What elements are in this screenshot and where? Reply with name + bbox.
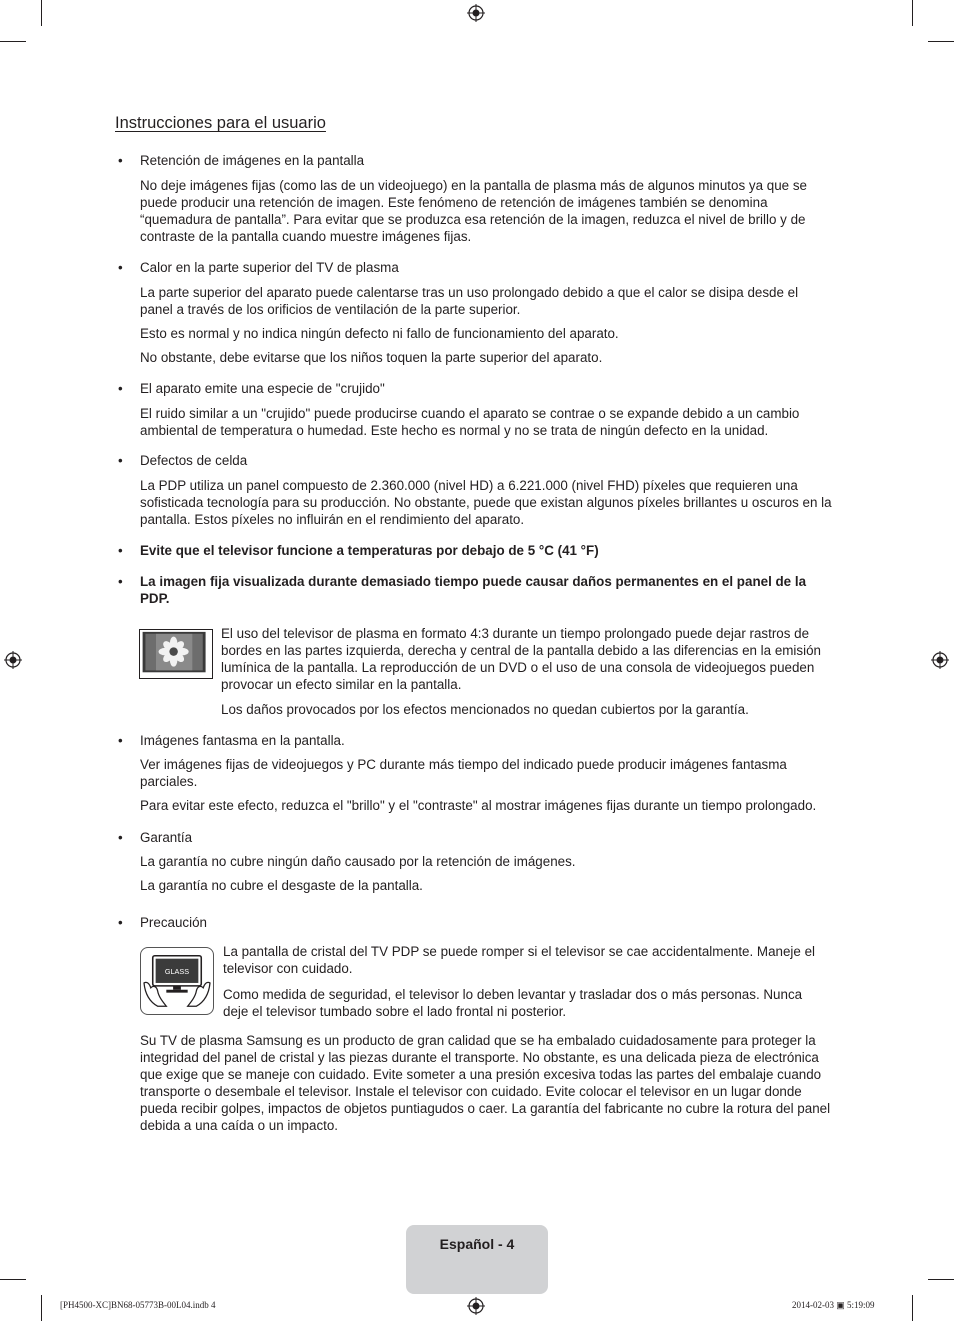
item-heading: Calor en la parte superior del TV de plasma bbox=[140, 260, 399, 275]
item-paragraph: La garantía no cubre el desgaste de la pantalla. bbox=[140, 878, 423, 893]
print-date-info: 2014-02-03 ▣ 5:19:09 bbox=[792, 1300, 875, 1310]
item-paragraph: Ver imágenes fijas de videojuegos y PC durante más tiempo del indicado puede producir imágenes fantasma parciales. bbox=[140, 757, 787, 789]
bullet: • bbox=[118, 574, 123, 589]
bullet: • bbox=[118, 915, 123, 930]
bullet: • bbox=[118, 453, 123, 468]
item-heading: Garantía bbox=[140, 830, 193, 845]
item-paragraph: La pantalla de cristal del TV PDP se puede romper si el televisor se cae accidentalmente. Maneje el televisor con cuidado. bbox=[223, 944, 815, 976]
page-number: Español - 4 bbox=[439, 1236, 515, 1252]
item-heading: La imagen fija visualizada durante demasiado tiempo puede causar daños permanentes en el panel de la PDP. bbox=[140, 574, 807, 606]
registration-mark-icon bbox=[467, 1297, 485, 1315]
glass-label: GLASS bbox=[164, 967, 190, 977]
registration-mark-icon bbox=[931, 651, 949, 669]
bullet: • bbox=[118, 260, 123, 275]
print-file-info: [PH4500-XC]BN68-05773B-00L04.indb 4 bbox=[60, 1300, 216, 1310]
item-heading: Evite que el televisor funcione a temperaturas por debajo de 5 °C (41 °F) bbox=[140, 543, 599, 558]
registration-mark-icon bbox=[4, 651, 22, 669]
item-paragraph: La parte superior del aparato puede calentarse tras un uso prolongado debido a que el calor se disipa desde el panel a través de los orificios de ventilación de la parte superior. bbox=[140, 285, 799, 317]
item-heading: Precaución bbox=[140, 915, 207, 930]
registration-mark-icon bbox=[467, 4, 485, 22]
item-paragraph: La PDP utiliza un panel compuesto de 2.360.000 (nivel HD) a 6.221.000 (nivel FHD) píxeles que requieren una sofisticada tecnología para su producción. No obstante, puede que existan algunos píxeles brillantes u oscuros en la pantalla. Estos píxeles no influirán en el rendimiento del aparato. bbox=[140, 478, 832, 527]
item-paragraph: El uso del televisor de plasma en formato 4:3 durante un tiempo prolongado puede dejar rastros de bordes en las partes izquierda, derecha y central de la pantalla debido a las diferencias en la emisión lumínica de la pantalla. La reproducción de un DVD o el uso de una consola de videojuegos pueden provocar un efecto similar en la pantalla. bbox=[221, 626, 821, 692]
crop-mark bbox=[0, 41, 26, 42]
item-paragraph: El ruido similar a un "crujido" puede producirse cuando el aparato se contrae o se expande debido a un cambio ambiental de temperatura o humedad. Este hecho es normal y no se trata de ningún defecto en la unidad. bbox=[140, 406, 800, 438]
crop-mark bbox=[928, 41, 954, 42]
bullet: • bbox=[118, 733, 123, 748]
item-heading: Defectos de celda bbox=[140, 453, 248, 468]
item-heading: El aparato emite una especie de "crujido" bbox=[140, 381, 385, 396]
bullet: • bbox=[118, 543, 123, 558]
crop-mark bbox=[912, 0, 913, 26]
item-paragraph: No obstante, debe evitarse que los niños toquen la parte superior del aparato. bbox=[140, 350, 603, 365]
crop-mark bbox=[928, 1279, 954, 1280]
bullet: • bbox=[118, 153, 123, 168]
bullet: • bbox=[118, 381, 123, 396]
item-heading: Imágenes fantasma en la pantalla. bbox=[140, 733, 345, 748]
crop-mark bbox=[912, 1295, 913, 1321]
crop-mark bbox=[41, 1295, 42, 1321]
bullet: • bbox=[118, 830, 123, 845]
crop-mark bbox=[0, 1279, 26, 1280]
tv-screen-flower-icon bbox=[139, 629, 213, 679]
item-heading: Retención de imágenes en la pantalla bbox=[140, 153, 365, 168]
section-title: Instrucciones para el usuario bbox=[115, 114, 326, 132]
item-paragraph: Esto es normal y no indica ningún defecto ni fallo de funcionamiento del aparato. bbox=[140, 326, 619, 341]
glass-tv-hands-icon bbox=[140, 947, 214, 1015]
item-paragraph: No deje imágenes fijas (como las de un videojuego) en la pantalla de plasma más de algunos minutos ya que se puede producir una retención de imagen. Este fenómeno de retención de imágenes también se denomina “quemadura de pantalla”. Para evitar que se produzca esa retención de la imagen, reduzca el nivel de brillo y de contraste de la pantalla cuando muestre imágenes fijas. bbox=[140, 178, 807, 244]
item-paragraph: Como medida de seguridad, el televisor lo deben levantar y trasladar dos o más personas. Nunca deje el televisor tumbado sobre el lado frontal ni posterior. bbox=[223, 987, 803, 1019]
item-paragraph: Los daños provocados por los efectos mencionados no quedan cubiertos por la garantía. bbox=[221, 702, 749, 717]
item-paragraph: Su TV de plasma Samsung es un producto de gran calidad que se ha embalado cuidadosamente para proteger la integridad del panel de cristal y las piezas durante el transporte. No obstante, es una delicada pieza de electrónica que exige que se maneje con cuidado. Evite someter a una presión excesiva todas las partes del embalaje cuando transporte o desembale el televisor. Instale el televisor con cuidado. Evite colocar el televisor en un lugar donde pueda recibir golpes, impactos de objetos puntiagudos o caer. La garantía del fabricante no cubre la rotura del panel debida a una caída o un impacto. bbox=[140, 1033, 831, 1133]
item-paragraph: La garantía no cubre ningún daño causado por la retención de imágenes. bbox=[140, 854, 576, 869]
crop-mark bbox=[41, 0, 42, 26]
item-paragraph: Para evitar este efecto, reduzca el "brillo" y el "contraste" al mostrar imágenes fijas durante un tiempo prolongado. bbox=[140, 798, 817, 813]
